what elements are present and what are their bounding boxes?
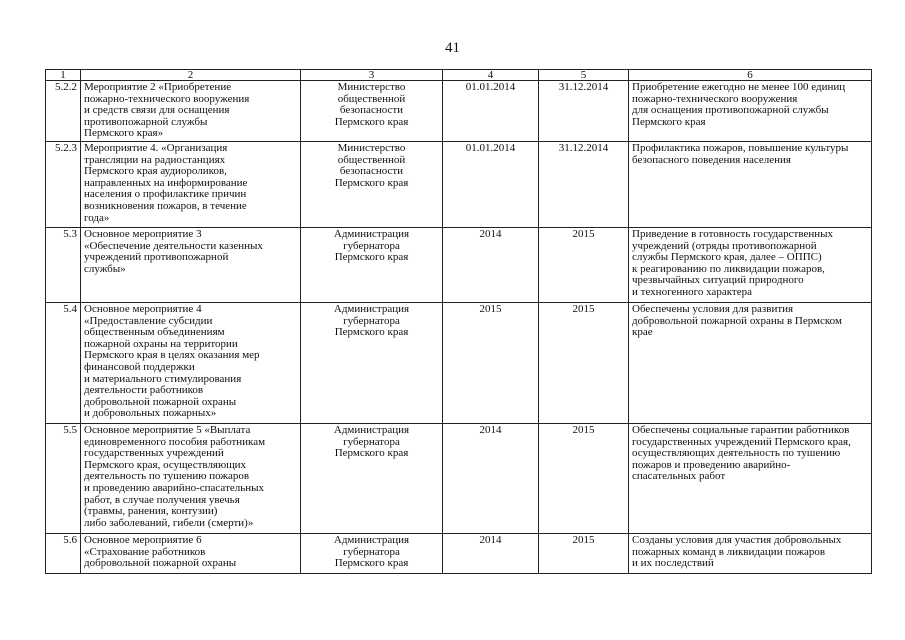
page-number: 41 bbox=[445, 40, 460, 56]
measure-name bbox=[81, 533, 301, 573]
column-number-header: 5 bbox=[539, 70, 629, 81]
start-date: 2014 bbox=[443, 423, 539, 533]
row-number: 5.2.3 bbox=[46, 141, 81, 227]
start-date: 2014 bbox=[443, 533, 539, 573]
executor bbox=[301, 141, 443, 227]
table-row bbox=[46, 423, 872, 533]
expected-result-text: Обеспечены условия для развития добровольной пожарной охраны в Пермском крае bbox=[632, 302, 842, 339]
expected-result-text: Обеспечены социальные гарантии работников государственных учреждений Пермского края, осуществляющих деятельность по тушению пожаров и проведению аварийно- спасательных работ bbox=[632, 423, 851, 483]
measures-table bbox=[45, 69, 872, 574]
expected-result bbox=[629, 227, 872, 302]
measure-name-text: Основное мероприятие 3 «Обеспечение деятельности казенных учреждений противопожарной службы» bbox=[84, 227, 263, 275]
executor-text: Администрация губернатора Пермского края bbox=[333, 423, 410, 460]
expected-result bbox=[629, 533, 872, 573]
end-date: 31.12.2014 bbox=[539, 81, 629, 142]
measure-name bbox=[81, 141, 301, 227]
column-number-header: 1 bbox=[46, 70, 81, 81]
table-row bbox=[46, 302, 872, 423]
expected-result bbox=[629, 302, 872, 423]
start-date: 2015 bbox=[443, 302, 539, 423]
end-date: 31.12.2014 bbox=[539, 141, 629, 227]
table-row bbox=[46, 81, 872, 142]
column-number-row bbox=[46, 70, 872, 81]
column-number-header: 2 bbox=[81, 70, 301, 81]
executor-text: Администрация губернатора Пермского края bbox=[333, 227, 410, 264]
executor bbox=[301, 423, 443, 533]
executor-text: Министерство общественной безопасности Пермского края bbox=[334, 81, 409, 128]
measure-name-text: Основное мероприятие 6 «Страхование работников добровольной пожарной охраны bbox=[84, 533, 237, 570]
table-row bbox=[46, 141, 872, 227]
expected-result-text: Созданы условия для участия добровольных пожарных команд в ликвидации пожаров и их последствий bbox=[632, 533, 842, 570]
end-date: 2015 bbox=[539, 423, 629, 533]
expected-result-text: Профилактика пожаров, повышение культуры безопасного поведения населения bbox=[632, 141, 849, 166]
executor-text: Министерство общественной безопасности Пермского края bbox=[334, 141, 409, 189]
start-date: 01.01.2014 bbox=[443, 141, 539, 227]
row-number: 5.6 bbox=[46, 533, 81, 573]
executor bbox=[301, 533, 443, 573]
row-number: 5.3 bbox=[46, 227, 81, 302]
table-row bbox=[46, 533, 872, 573]
row-number: 5.2.2 bbox=[46, 81, 81, 142]
measure-name-text: Мероприятие 2 «Приобретение пожарно-технического вооружения и средств связи для оснащения противопожарной службы Пермского края» bbox=[84, 81, 250, 140]
executor bbox=[301, 227, 443, 302]
start-date: 01.01.2014 bbox=[443, 81, 539, 142]
row-number: 5.5 bbox=[46, 423, 81, 533]
measure-name-text: Основное мероприятие 4 «Предоставление субсидии общественным объединениям пожарной охраны на территории Пермского края в целях оказания мер финансовой поддержки и материального стимулирования деятельности работников добровольной пожарной охраны и добровольных пожарных» bbox=[84, 302, 260, 420]
expected-result-text: Приобретение ежегодно не менее 100 единиц пожарно-технического вооружения для оснащения противопожарной службы Пермского края bbox=[632, 81, 846, 128]
executor-text: Администрация губернатора Пермского края bbox=[333, 533, 410, 570]
column-number-header: 6 bbox=[629, 70, 872, 81]
end-date: 2015 bbox=[539, 533, 629, 573]
measure-name-text: Основное мероприятие 5 «Выплата единовременного пособия работникам государственных учреждений Пермского края, осуществляющих деятельность по тушению пожаров и проведению аварийно-спасательных работ, в случае получения увечья (травмы, ранения, контузии) либо заболеваний, гибели (смерти)» bbox=[84, 423, 266, 529]
expected-result bbox=[629, 81, 872, 142]
expected-result-text: Приведение в готовность государственных учреждений (отряды противопожарной службы Пермского края, далее – ОППС) к реагированию по ликвидации пожаров, чрезвычайных ситуаций природного и техногенного характера bbox=[632, 227, 833, 298]
measure-name bbox=[81, 81, 301, 142]
end-date: 2015 bbox=[539, 227, 629, 302]
end-date: 2015 bbox=[539, 302, 629, 423]
measure-name-text: Мероприятие 4. «Организация трансляции на радиостанциях Пермского края аудиороликов, направленных на информирование населения о профилактике причин возникновения пожаров, в течение года» bbox=[84, 141, 248, 224]
executor bbox=[301, 81, 443, 142]
expected-result bbox=[629, 423, 872, 533]
measure-name bbox=[81, 227, 301, 302]
column-number-header: 4 bbox=[443, 70, 539, 81]
measure-name bbox=[81, 423, 301, 533]
executor-text: Администрация губернатора Пермского края bbox=[333, 302, 410, 339]
executor bbox=[301, 302, 443, 423]
column-number-header: 3 bbox=[301, 70, 443, 81]
table-row bbox=[46, 227, 872, 302]
measure-name bbox=[81, 302, 301, 423]
row-number: 5.4 bbox=[46, 302, 81, 423]
start-date: 2014 bbox=[443, 227, 539, 302]
expected-result bbox=[629, 141, 872, 227]
